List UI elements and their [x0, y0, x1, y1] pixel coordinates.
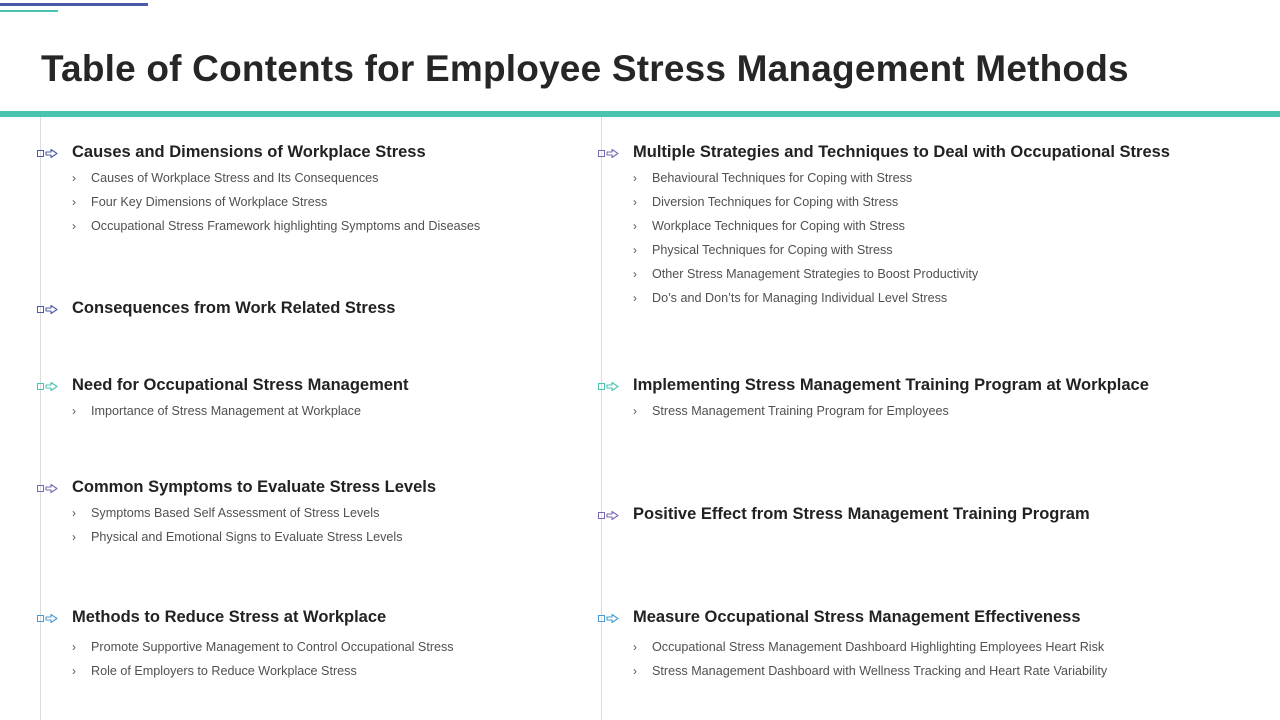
toc-subitem-label: Physical Techniques for Coping with Stress [652, 243, 893, 257]
toc-subitem-label: Occupational Stress Management Dashboard Highlighting Employees Heart Risk [652, 640, 1105, 654]
toc-section-title: Measure Occupational Stress Management Effectiveness [633, 608, 1081, 626]
toc-section-title: Positive Effect from Stress Management Training Program [633, 505, 1090, 523]
toc-subitem-label: Physical and Emotional Signs to Evaluate Stress Levels [91, 530, 403, 544]
toc-subitem-label: Behavioural Techniques for Coping with Stress [652, 171, 913, 185]
arrow-right-icon [598, 612, 620, 626]
arrow-right-icon [37, 380, 59, 394]
left-column-divider [40, 117, 41, 720]
right-column-divider [601, 117, 602, 720]
toc-section-title: Common Symptoms to Evaluate Stress Levels [72, 478, 437, 496]
toc-subitem-label: Other Stress Management Strategies to Boost Productivity [652, 267, 979, 281]
toc-subitem-label: Diversion Techniques for Coping with Stress [652, 195, 899, 209]
chevron-right-icon: › [72, 171, 76, 185]
arrow-right-icon [37, 147, 59, 161]
toc-subitem-label: Causes of Workplace Stress and Its Consequences [91, 171, 379, 185]
chevron-right-icon: › [72, 219, 76, 233]
chevron-right-icon: › [633, 243, 637, 257]
chevron-right-icon: › [72, 640, 76, 654]
toc-subitem-label: Do’s and Don’ts for Managing Individual Level Stress [652, 291, 948, 305]
toc-section-title: Causes and Dimensions of Workplace Stress [72, 143, 426, 161]
arrow-right-icon [37, 303, 59, 317]
chevron-right-icon: › [72, 664, 76, 678]
arrow-right-icon [37, 612, 59, 626]
arrow-right-icon [598, 509, 620, 523]
top-accent-line-short [0, 10, 58, 12]
toc-subitem-label: Role of Employers to Reduce Workplace Stress [91, 664, 357, 678]
toc-section-title: Implementing Stress Management Training Program at Workplace [633, 376, 1149, 394]
title-underline-bar [0, 111, 1280, 117]
chevron-right-icon: › [633, 404, 637, 418]
toc-subitem-label: Four Key Dimensions of Workplace Stress [91, 195, 328, 209]
toc-subitem-label: Stress Management Dashboard with Wellness Tracking and Heart Rate Variability [652, 664, 1108, 678]
page-title: Table of Contents for Employee Stress Management Methods [41, 48, 1129, 89]
chevron-right-icon: › [633, 640, 637, 654]
toc-subitem-label: Stress Management Training Program for Employees [652, 404, 949, 418]
chevron-right-icon: › [72, 404, 76, 418]
chevron-right-icon: › [633, 195, 637, 209]
toc-subitem-label: Symptoms Based Self Assessment of Stress Levels [91, 506, 380, 520]
arrow-right-icon [37, 482, 59, 496]
chevron-right-icon: › [633, 171, 637, 185]
arrow-right-icon [598, 380, 620, 394]
toc-section-title: Multiple Strategies and Techniques to Deal with Occupational Stress [633, 143, 1170, 161]
toc-section-title: Consequences from Work Related Stress [72, 299, 396, 317]
toc-section-title: Methods to Reduce Stress at Workplace [72, 608, 387, 626]
toc-section-title: Need for Occupational Stress Management [72, 376, 409, 394]
toc-subitem-label: Promote Supportive Management to Control Occupational Stress [91, 640, 454, 654]
toc-subitem-label: Importance of Stress Management at Workplace [91, 404, 361, 418]
toc-subitem-label: Occupational Stress Framework highlighting Symptoms and Diseases [91, 219, 481, 233]
top-accent-line [0, 3, 148, 6]
chevron-right-icon: › [72, 506, 76, 520]
arrow-right-icon [598, 147, 620, 161]
chevron-right-icon: › [72, 530, 76, 544]
chevron-right-icon: › [72, 195, 76, 209]
chevron-right-icon: › [633, 291, 637, 305]
chevron-right-icon: › [633, 219, 637, 233]
chevron-right-icon: › [633, 267, 637, 281]
chevron-right-icon: › [633, 664, 637, 678]
toc-subitem-label: Workplace Techniques for Coping with Stress [652, 219, 905, 233]
